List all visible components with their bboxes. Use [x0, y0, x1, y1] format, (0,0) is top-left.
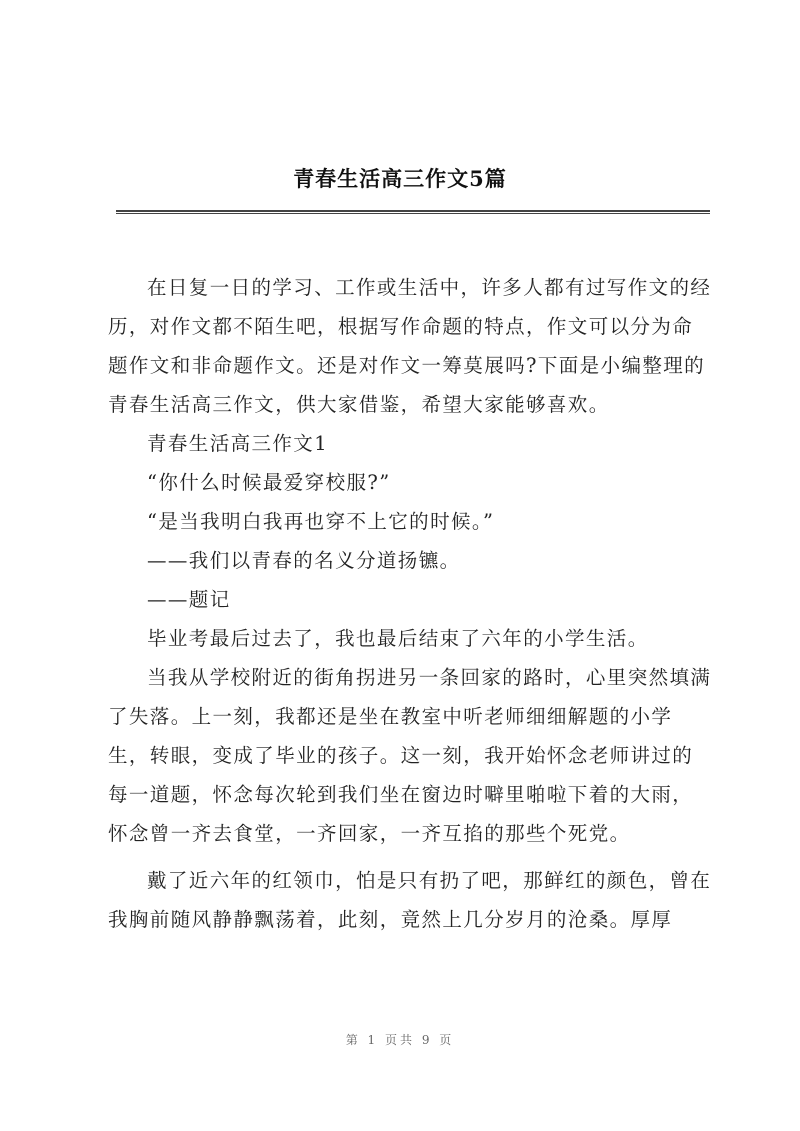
epigraph-line: ——我们以青春的名义分道扬镳。 [147, 549, 461, 572]
body-paragraph: 戴了近六年的红领巾，怕是只有扔了吧，那鲜红的颜色，曾在我胸前随风静静飘荡着，此刻，竟然上几分岁月的沧桑。厚厚 [108, 869, 712, 931]
section-heading: 青春生活高三作文1 [147, 432, 329, 455]
intro-paragraph: 在日复一日的学习、工作或生活中，许多人都有过写作文的经历，对作文都不陌生吧，根据写作命题的特点，作文可以分为命题作文和非命题作文。还是对作文一筹莫展吗?下面是小编整理的青春生活高三作文，供大家借鉴，希望大家能够喜欢。 [108, 276, 712, 416]
page-footer: 第 1 页共 9 页 [345, 1033, 455, 1047]
document-body [108, 268, 712, 939]
body-paragraph: 毕业考最后过去了，我也最后结束了六年的小学生活。 [147, 627, 649, 650]
document-title: 青春生活高三作文5篇 [293, 166, 507, 191]
quote-line: “你什么时候最爱穿校服?” [147, 471, 391, 494]
epigraph-attribution: ——题记 [147, 588, 231, 611]
body-paragraph: 当我从学校附近的街角拐进另一条回家的路时，心里突然填满了失落。上一刻，我都还是坐在教室中听老师细细解题的小学生，转眼，变成了毕业的孩子。这一刻，我开始怀念老师讲过的每一道题，怀念每次轮到我们坐在窗边时噼里啪啦下着的大雨，怀念曾一齐去食堂，一齐回家，一齐互掐的那些个死党。 [108, 666, 712, 845]
title-divider [116, 210, 710, 214]
quote-line: “是当我明白我再也穿不上它的时候。” [147, 510, 495, 533]
